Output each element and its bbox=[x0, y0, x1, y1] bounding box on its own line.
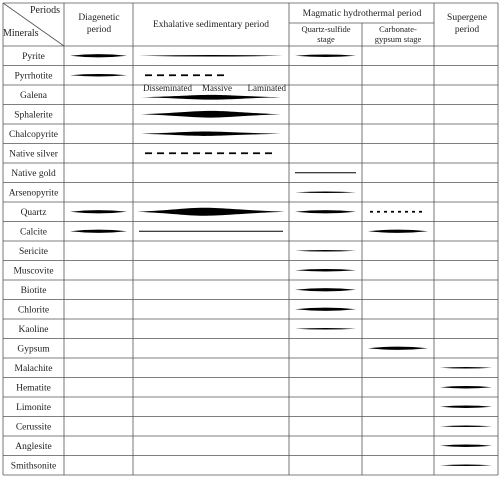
bar-supergene bbox=[440, 406, 492, 408]
bar-quartz-sulfide bbox=[295, 269, 356, 271]
bar-quartz-sulfide bbox=[295, 210, 356, 213]
mineral-row bbox=[11, 169, 356, 179]
mineral-name: Arsenopyrite bbox=[8, 188, 59, 199]
supergene-header-line1: Supergene bbox=[447, 13, 487, 23]
magmatic-header: Magmatic hydrothermal period bbox=[302, 9, 422, 19]
mineral-row bbox=[13, 267, 356, 277]
bar-carbonate-gypsum bbox=[368, 347, 428, 350]
bar-quartz-sulfide bbox=[295, 55, 356, 57]
bar-quartz-sulfide bbox=[295, 328, 356, 330]
mineral-name: Native gold bbox=[11, 169, 56, 180]
mineral-name: Malachite bbox=[14, 364, 53, 375]
mineral-name: Limonite bbox=[16, 403, 51, 414]
bar-quartz-sulfide bbox=[295, 308, 356, 311]
bar-carbonate-gypsum bbox=[368, 230, 428, 233]
bar-supergene bbox=[440, 386, 492, 388]
mineral-name: Pyrrhotite bbox=[14, 71, 53, 82]
mineral-row bbox=[9, 189, 356, 199]
column-headers bbox=[3, 5, 487, 44]
mineral-row bbox=[21, 208, 426, 218]
table-grid bbox=[3, 3, 498, 475]
mineral-row bbox=[22, 52, 356, 62]
mineral-row bbox=[19, 247, 356, 257]
carbonate-gypsum-header-line2: gypsum stage bbox=[374, 34, 422, 44]
exhalative-header: Exhalative sedimentary period bbox=[152, 20, 270, 30]
mineral-name: Quartz bbox=[20, 208, 47, 219]
mineral-name: Chlorite bbox=[17, 305, 50, 316]
supergene-header-line2: period bbox=[454, 25, 480, 35]
mineral-name: Sericite bbox=[18, 247, 49, 258]
bar-exhalative bbox=[139, 55, 283, 57]
mineral-name: Native silver bbox=[9, 149, 58, 160]
bar-exhalative bbox=[137, 208, 285, 216]
mineral-row bbox=[15, 442, 492, 452]
quartz-sulfide-header-line2: stage bbox=[317, 34, 335, 44]
mineral-name: Hematite bbox=[16, 383, 51, 394]
mineral-row bbox=[21, 286, 356, 296]
mineral-name: Smithsonite bbox=[10, 461, 57, 472]
bar-quartz-sulfide bbox=[295, 250, 356, 252]
diagenetic-header-line1: Diagenetic bbox=[78, 13, 120, 23]
bar-diagenetic bbox=[70, 74, 127, 76]
periods-label: Periods bbox=[30, 5, 60, 16]
bar-quartz-sulfide bbox=[295, 192, 356, 194]
bar-diagenetic bbox=[70, 210, 127, 213]
galena-texture-labels bbox=[143, 83, 286, 93]
diagenetic-header-line2: period bbox=[86, 25, 112, 35]
mineral-row bbox=[18, 306, 356, 316]
bar-supergene bbox=[440, 426, 492, 428]
mineral-row bbox=[9, 150, 277, 160]
mineral-name: Muscovite bbox=[13, 266, 54, 277]
mineral-name: Cerussite bbox=[15, 422, 52, 433]
mineral-name: Biotite bbox=[20, 286, 47, 297]
bar-supergene bbox=[440, 367, 492, 369]
minerals-label: Minerals bbox=[3, 28, 39, 39]
mineral-row bbox=[15, 364, 492, 374]
mineral-row bbox=[16, 403, 492, 413]
mineral-name: Sphalerite bbox=[14, 110, 53, 121]
mineral-row bbox=[20, 228, 428, 238]
bar-diagenetic bbox=[70, 54, 127, 57]
mineral-row bbox=[9, 130, 281, 140]
mineral-row bbox=[14, 111, 281, 121]
mineral-row bbox=[16, 384, 492, 394]
mineral-name: Anglesite bbox=[15, 442, 52, 453]
bar-diagenetic bbox=[70, 230, 127, 233]
bar-supergene bbox=[440, 445, 492, 447]
bar-exhalative bbox=[141, 111, 281, 118]
mineral-name: Kaoline bbox=[18, 325, 49, 336]
mineral-name: Pyrite bbox=[22, 52, 45, 63]
mineral-rows bbox=[9, 52, 492, 472]
mineral-name: Galena bbox=[20, 91, 47, 102]
mineral-row bbox=[16, 423, 492, 433]
bar-quartz-sulfide bbox=[295, 288, 356, 291]
mineral-row bbox=[18, 325, 356, 335]
mineral-row bbox=[15, 72, 229, 82]
mineral-name: Calcite bbox=[20, 227, 47, 238]
galena-label-disseminated: Disseminated bbox=[143, 83, 192, 93]
bar-exhalative bbox=[141, 132, 281, 136]
carbonate-gypsum-header-line1: Carbonate- bbox=[379, 24, 417, 34]
bar-supergene bbox=[440, 465, 492, 467]
mineral-name: Chalcopyrite bbox=[8, 130, 59, 141]
mineral-row bbox=[17, 345, 428, 355]
galena-label-massive: Massive bbox=[202, 83, 232, 93]
galena-label-laminated: Laminated bbox=[247, 83, 286, 93]
quartz-sulfide-header-line1: Quartz-sulfide bbox=[301, 24, 351, 34]
mineral-name: Gypsum bbox=[17, 344, 50, 355]
bar-exhalative bbox=[141, 95, 281, 100]
mineral-row bbox=[11, 462, 492, 472]
